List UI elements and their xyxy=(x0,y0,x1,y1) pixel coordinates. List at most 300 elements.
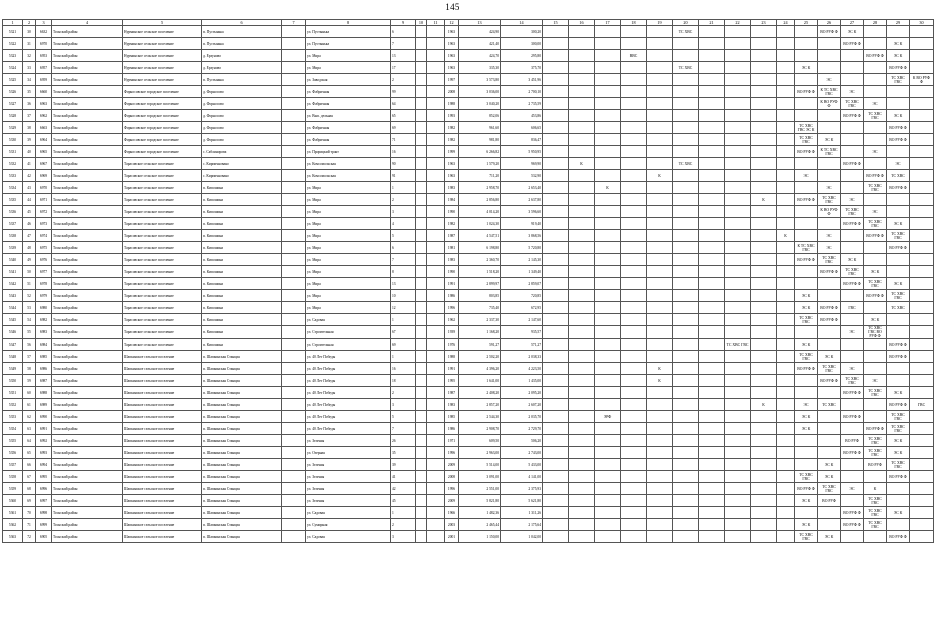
total-area-cell: 3 040,20 xyxy=(459,98,501,110)
work-type-cell xyxy=(777,110,795,122)
empty-cell xyxy=(416,110,427,122)
work-type-cell xyxy=(543,146,569,158)
locality-cell: п. Пустынька xyxy=(202,74,282,86)
house-number-cell: 64 xyxy=(391,98,416,110)
work-type-cell xyxy=(595,375,621,387)
work-type-cell xyxy=(910,194,934,206)
column-number-cell: 4 xyxy=(52,20,123,26)
work-type-cell xyxy=(864,254,887,266)
work-type-cell xyxy=(795,459,818,471)
locality-cell: с. Саблинорова xyxy=(202,146,282,158)
empty-cell xyxy=(427,399,445,411)
street-cell: ул. Мира xyxy=(306,206,391,218)
work-type-cell: ВО РУФ Ф xyxy=(887,182,910,194)
object-code-cell: 6953 xyxy=(36,50,52,62)
table-row xyxy=(3,194,934,206)
empty-cell xyxy=(427,447,445,459)
work-type-cell xyxy=(543,266,569,278)
work-type-cell xyxy=(621,351,647,363)
empty-cell xyxy=(427,435,445,447)
work-type-cell xyxy=(543,483,569,495)
empty-cell xyxy=(416,122,427,134)
work-type-cell xyxy=(569,435,595,447)
table-row xyxy=(3,302,934,314)
table-row xyxy=(3,339,934,351)
locality-cell: д. Форносово xyxy=(202,86,282,98)
work-type-cell xyxy=(725,387,751,399)
empty-cell xyxy=(416,483,427,495)
work-type-cell xyxy=(699,471,725,483)
work-type-cell xyxy=(777,363,795,375)
work-type-cell xyxy=(699,38,725,50)
work-type-cell: ЭС К xyxy=(887,387,910,399)
empty-cell xyxy=(282,194,306,206)
empty-cell xyxy=(427,519,445,531)
position-cell: 37 xyxy=(23,110,36,122)
column-number-cell: 18 xyxy=(621,20,647,26)
work-type-cell xyxy=(910,278,934,290)
table-row xyxy=(3,507,934,519)
work-type-cell xyxy=(673,507,699,519)
build-year-cell: 1993 xyxy=(445,110,459,122)
work-type-cell xyxy=(725,302,751,314)
work-type-cell xyxy=(725,134,751,146)
living-area-cell: 1 349,40 xyxy=(501,266,543,278)
work-type-cell: ЭС К xyxy=(818,531,841,543)
row-number-cell: 5361 xyxy=(3,507,23,519)
work-type-cell xyxy=(647,411,673,423)
work-type-cell xyxy=(647,471,673,483)
work-type-cell xyxy=(673,471,699,483)
work-type-cell xyxy=(777,38,795,50)
work-type-cell: ЭС К xyxy=(795,339,818,351)
work-type-cell xyxy=(887,254,910,266)
work-type-cell xyxy=(621,122,647,134)
street-cell: ул. Мира xyxy=(306,230,391,242)
locality-cell: п. Шапкинская Станция xyxy=(202,363,282,375)
table-row xyxy=(3,326,934,339)
locality-cell: п. Шапкинская Станция xyxy=(202,375,282,387)
street-cell: ул. Мира xyxy=(306,254,391,266)
work-type-cell xyxy=(777,507,795,519)
empty-cell xyxy=(282,471,306,483)
work-type-cell xyxy=(621,459,647,471)
object-code-cell: 6991 xyxy=(36,423,52,435)
empty-cell xyxy=(282,495,306,507)
work-type-cell: К ТС ХВС ГВС xyxy=(818,86,841,98)
work-type-cell: ТС ХВС ГВС xyxy=(887,74,910,86)
living-area-cell: 672,95 xyxy=(501,302,543,314)
work-type-cell xyxy=(569,146,595,158)
object-code-cell: 6992 xyxy=(36,435,52,447)
empty-cell xyxy=(427,266,445,278)
position-cell: 52 xyxy=(23,290,36,302)
empty-cell xyxy=(282,62,306,74)
position-cell: 50 xyxy=(23,266,36,278)
table-row xyxy=(3,110,934,122)
empty-cell xyxy=(416,447,427,459)
work-type-cell xyxy=(595,339,621,351)
work-type-cell xyxy=(543,375,569,387)
district-cell: Тоснский район xyxy=(52,423,123,435)
position-cell: 49 xyxy=(23,254,36,266)
work-type-cell xyxy=(569,134,595,146)
work-type-cell xyxy=(569,483,595,495)
street-cell: ул. Комсомольская xyxy=(306,170,391,182)
house-number-cell: 67 xyxy=(391,326,416,339)
build-year-cell: 1963 xyxy=(445,158,459,170)
column-number-cell: 20 xyxy=(673,20,699,26)
work-type-cell xyxy=(569,230,595,242)
work-type-cell xyxy=(910,26,934,38)
work-type-cell: ТС ХВС ГВС xyxy=(864,218,887,230)
work-type-cell xyxy=(673,230,699,242)
work-type-cell xyxy=(725,471,751,483)
work-type-cell: ВО РУФ xyxy=(818,495,841,507)
total-area-cell: 803,85 xyxy=(459,290,501,302)
work-type-cell xyxy=(595,74,621,86)
object-code-cell: 6969 xyxy=(36,170,52,182)
work-type-cell xyxy=(647,326,673,339)
house-number-cell: 45 xyxy=(391,495,416,507)
total-area-cell: 424,70 xyxy=(459,50,501,62)
house-number-cell: 18 xyxy=(391,375,416,387)
work-type-cell xyxy=(795,278,818,290)
build-year-cell: 1999 xyxy=(445,146,459,158)
work-type-cell xyxy=(569,122,595,134)
work-type-cell xyxy=(621,62,647,74)
settlement-cell: Тарасовское сельское поселение xyxy=(123,242,202,254)
living-area-cell: 2 859,07 xyxy=(501,278,543,290)
work-type-cell xyxy=(543,435,569,447)
work-type-cell xyxy=(569,411,595,423)
work-type-cell xyxy=(543,62,569,74)
work-type-cell xyxy=(818,326,841,339)
row-number-cell: 5349 xyxy=(3,363,23,375)
work-type-cell xyxy=(887,483,910,495)
work-type-cell xyxy=(699,351,725,363)
work-type-cell: ЭС xyxy=(864,375,887,387)
table-row xyxy=(3,206,934,218)
position-cell: 48 xyxy=(23,242,36,254)
position-cell: 35 xyxy=(23,86,36,98)
house-number-cell: 16 xyxy=(391,363,416,375)
locality-cell: п. Кипошина xyxy=(202,182,282,194)
work-type-cell xyxy=(777,74,795,86)
work-type-cell xyxy=(621,339,647,351)
work-type-cell: ТС ХВС ГВС xyxy=(887,230,910,242)
total-area-cell: 335,30 xyxy=(459,62,501,74)
object-code-cell: 6964 xyxy=(36,134,52,146)
build-year-cell: 1963 xyxy=(445,38,459,50)
work-type-cell xyxy=(543,206,569,218)
work-type-cell xyxy=(621,74,647,86)
object-code-cell: 6905 xyxy=(36,531,52,543)
work-type-cell xyxy=(910,471,934,483)
work-type-cell xyxy=(841,230,864,242)
empty-cell xyxy=(427,206,445,218)
work-type-cell: ЭС xyxy=(841,194,864,206)
district-cell: Тоснский район xyxy=(52,206,123,218)
work-type-cell xyxy=(751,447,777,459)
settlement-cell: Шапкинское сельское поселение xyxy=(123,531,202,543)
work-type-cell: ТС ХВС ГВС xyxy=(887,459,910,471)
column-number-cell: 15 xyxy=(543,20,569,26)
object-code-cell: 6988 xyxy=(36,387,52,399)
work-type-cell xyxy=(621,314,647,326)
work-type-cell xyxy=(569,459,595,471)
work-type-cell xyxy=(725,254,751,266)
empty-cell xyxy=(416,242,427,254)
living-area-cell: 2 035,70 xyxy=(501,411,543,423)
district-cell: Тоснский район xyxy=(52,447,123,459)
work-type-cell: ВО РУФ Ф xyxy=(795,146,818,158)
settlement-cell: Шапкинское сельское поселение xyxy=(123,435,202,447)
settlement-cell: Шапкинское сельское поселение xyxy=(123,483,202,495)
empty-cell xyxy=(427,483,445,495)
work-type-cell xyxy=(795,326,818,339)
position-cell: 61 xyxy=(23,399,36,411)
position-cell: 62 xyxy=(23,411,36,423)
object-code-cell: 6970 xyxy=(36,182,52,194)
locality-cell: п. Кипошина xyxy=(202,290,282,302)
living-area-cell: 2 145,30 xyxy=(501,254,543,266)
work-type-cell: ВО РУФ Ф xyxy=(818,375,841,387)
work-type-cell xyxy=(751,411,777,423)
work-type-cell xyxy=(621,98,647,110)
work-type-cell xyxy=(887,363,910,375)
table-row xyxy=(3,50,934,62)
empty-cell xyxy=(427,98,445,110)
empty-cell xyxy=(427,74,445,86)
district-cell: Тоснский район xyxy=(52,435,123,447)
work-type-cell xyxy=(569,242,595,254)
work-type-cell xyxy=(910,290,934,302)
table-row xyxy=(3,351,934,363)
row-number-cell: 5362 xyxy=(3,519,23,531)
district-cell: Тоснский район xyxy=(52,339,123,351)
work-type-cell xyxy=(647,435,673,447)
work-type-cell xyxy=(795,206,818,218)
object-code-cell: 6973 xyxy=(36,218,52,230)
work-type-cell xyxy=(569,326,595,339)
work-type-cell xyxy=(699,62,725,74)
work-type-cell xyxy=(621,134,647,146)
work-type-cell: ВО РУФ Ф xyxy=(795,254,818,266)
work-type-cell xyxy=(699,314,725,326)
position-cell: 59 xyxy=(23,375,36,387)
work-type-cell xyxy=(699,387,725,399)
street-cell: ул. Заводская xyxy=(306,74,391,86)
work-type-cell xyxy=(621,290,647,302)
work-type-cell xyxy=(777,531,795,543)
work-type-cell xyxy=(818,218,841,230)
street-cell: ул. Фабричная xyxy=(306,134,391,146)
work-type-cell: ЭС К xyxy=(887,447,910,459)
position-cell: 47 xyxy=(23,230,36,242)
work-type-cell xyxy=(795,435,818,447)
living-area-cell: 2 095,20 xyxy=(501,387,543,399)
work-type-cell xyxy=(647,423,673,435)
work-type-cell xyxy=(841,50,864,62)
work-type-cell xyxy=(777,158,795,170)
total-area-cell: 981,80 xyxy=(459,134,501,146)
build-year-cell: 2009 xyxy=(445,459,459,471)
work-type-cell xyxy=(595,435,621,447)
house-number-cell: 8 xyxy=(391,266,416,278)
district-cell: Тоснский район xyxy=(52,351,123,363)
work-type-cell: К ВО РУФ Ф xyxy=(818,206,841,218)
build-year-cell: 1983 xyxy=(445,254,459,266)
object-code-cell: 6978 xyxy=(36,278,52,290)
empty-cell xyxy=(416,435,427,447)
work-type-cell xyxy=(621,411,647,423)
work-type-cell xyxy=(725,62,751,74)
column-number-cell: 25 xyxy=(795,20,818,26)
living-area-cell: 606,65 xyxy=(501,122,543,134)
work-type-cell xyxy=(595,326,621,339)
row-number-cell: 5336 xyxy=(3,206,23,218)
empty-cell xyxy=(427,26,445,38)
street-cell: ул. Мира xyxy=(306,266,391,278)
work-type-cell xyxy=(725,399,751,411)
build-year-cell: 1984 xyxy=(445,194,459,206)
living-area-cell: 4 141,00 xyxy=(501,471,543,483)
work-type-cell xyxy=(543,86,569,98)
work-type-cell xyxy=(673,170,699,182)
empty-cell xyxy=(282,399,306,411)
work-type-cell xyxy=(818,170,841,182)
street-cell: ул. Прорицкий тракт xyxy=(306,146,391,158)
empty-cell xyxy=(282,339,306,351)
house-number-cell: 10 xyxy=(391,290,416,302)
work-type-cell xyxy=(795,38,818,50)
work-type-cell xyxy=(777,194,795,206)
column-number-cell: 21 xyxy=(699,20,725,26)
work-type-cell xyxy=(910,363,934,375)
work-type-cell xyxy=(864,122,887,134)
house-number-cell: 35 xyxy=(391,447,416,459)
work-type-cell xyxy=(543,290,569,302)
settlement-cell: Шапкинское сельское поселение xyxy=(123,507,202,519)
row-number-cell: 5332 xyxy=(3,158,23,170)
position-cell: 57 xyxy=(23,351,36,363)
living-area-cell: 935,57 xyxy=(501,326,543,339)
work-type-cell xyxy=(621,110,647,122)
work-type-cell xyxy=(673,98,699,110)
empty-cell xyxy=(416,218,427,230)
work-type-cell xyxy=(673,146,699,158)
build-year-cell: 1990 xyxy=(445,206,459,218)
work-type-cell xyxy=(864,134,887,146)
district-cell: Тоснский район xyxy=(52,146,123,158)
work-type-cell: К ВО РУФ Ф xyxy=(818,98,841,110)
work-type-cell xyxy=(795,182,818,194)
work-type-cell xyxy=(699,435,725,447)
column-number-cell: 10 xyxy=(416,20,427,26)
work-type-cell xyxy=(647,290,673,302)
work-type-cell: ВО РУФ Ф xyxy=(864,423,887,435)
work-type-cell xyxy=(887,519,910,531)
district-cell: Тоснский район xyxy=(52,230,123,242)
work-type-cell: ВО РУФ Ф xyxy=(841,38,864,50)
house-number-cell: 1 xyxy=(391,182,416,194)
work-type-cell xyxy=(910,62,934,74)
work-type-cell xyxy=(673,375,699,387)
work-type-cell xyxy=(751,495,777,507)
table-row xyxy=(3,254,934,266)
work-type-cell: ТС ХВС ГВС xyxy=(864,495,887,507)
build-year-cell: 1983 xyxy=(445,182,459,194)
work-type-cell xyxy=(673,483,699,495)
work-type-cell xyxy=(621,230,647,242)
work-type-cell xyxy=(569,290,595,302)
work-type-cell xyxy=(841,351,864,363)
table-row xyxy=(3,230,934,242)
work-type-cell xyxy=(647,519,673,531)
position-cell: 71 xyxy=(23,519,36,531)
work-type-cell xyxy=(647,507,673,519)
work-type-cell xyxy=(910,507,934,519)
empty-cell xyxy=(427,110,445,122)
empty-cell xyxy=(416,495,427,507)
work-type-cell xyxy=(569,254,595,266)
empty-cell xyxy=(427,218,445,230)
object-code-cell: 6979 xyxy=(36,290,52,302)
work-type-cell xyxy=(777,495,795,507)
settlement-cell: Шапкинское сельское поселение xyxy=(123,351,202,363)
work-type-cell xyxy=(795,447,818,459)
build-year-cell: 1991 xyxy=(445,278,459,290)
street-cell: ул. Садовая xyxy=(306,531,391,543)
work-type-cell xyxy=(887,26,910,38)
total-area-cell: 609,50 xyxy=(459,435,501,447)
object-code-cell: 6987 xyxy=(36,375,52,387)
settlement-cell: Тарасовское сельское поселение xyxy=(123,326,202,339)
row-number-cell: 5345 xyxy=(3,314,23,326)
house-number-cell: 2 xyxy=(391,74,416,86)
work-type-cell xyxy=(910,447,934,459)
empty-cell xyxy=(427,146,445,158)
work-type-cell xyxy=(621,519,647,531)
work-type-cell xyxy=(699,399,725,411)
work-type-cell xyxy=(910,122,934,134)
table-row xyxy=(3,122,934,134)
work-type-cell xyxy=(673,182,699,194)
work-type-cell xyxy=(699,182,725,194)
work-type-cell xyxy=(569,519,595,531)
work-type-cell xyxy=(595,290,621,302)
total-area-cell: 711,20 xyxy=(459,170,501,182)
total-area-cell: 5 821,80 xyxy=(459,495,501,507)
district-cell: Тоснский район xyxy=(52,387,123,399)
empty-cell xyxy=(282,375,306,387)
row-number-cell: 5363 xyxy=(3,531,23,543)
district-cell: Тоснский район xyxy=(52,182,123,194)
work-type-cell xyxy=(647,531,673,543)
empty-cell xyxy=(416,387,427,399)
position-cell: 31 xyxy=(23,38,36,50)
empty-cell xyxy=(427,387,445,399)
work-type-cell xyxy=(910,230,934,242)
table-row xyxy=(3,519,934,531)
work-type-cell: ВО РУФ Ф xyxy=(795,483,818,495)
build-year-cell: 1987 xyxy=(445,230,459,242)
work-type-cell xyxy=(543,339,569,351)
work-type-cell xyxy=(751,351,777,363)
total-area-cell: 421,40 xyxy=(459,38,501,50)
position-cell: 32 xyxy=(23,50,36,62)
